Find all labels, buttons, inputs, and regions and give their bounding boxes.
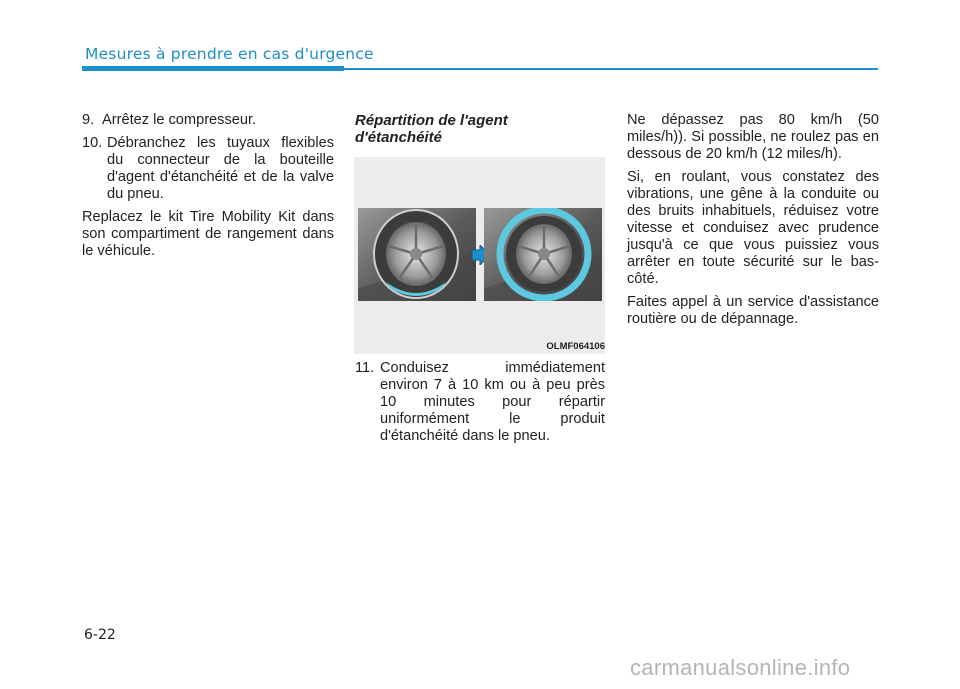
- subsection-title-line1: Répartition de l'agent: [355, 112, 508, 129]
- step-number: 10.: [82, 135, 103, 151]
- tire-before-image: [358, 208, 476, 301]
- tire-after-image: [484, 208, 602, 301]
- step-number: 11.: [355, 360, 375, 376]
- column-right: [627, 112, 879, 328]
- paragraph: Replacez le kit Tire Mobility Kit dans son compartiment de rangement dans le véhicule.: [82, 209, 334, 259]
- figure-code: OLMF064106: [546, 341, 605, 352]
- step-text-rest: du connecteur de la bouteille d'agent d'étanchéité et de la valve du pneu.: [107, 152, 334, 202]
- paragraph-speed: Ne dépassez pas 80 km/h (50 miles/h)). Si possible, ne roulez pas en dessous de 20 km/h (12 miles/h).: [627, 112, 879, 162]
- subsection-title: [355, 112, 605, 146]
- subsection-title-line2: d'étanchéité: [355, 129, 442, 146]
- page-number: 6-22: [84, 627, 116, 643]
- header-rule: [344, 68, 878, 70]
- section-title-bar: [82, 66, 344, 71]
- step-number: 9.: [82, 112, 95, 128]
- step-10: [82, 135, 334, 203]
- step-9: [82, 112, 334, 129]
- step-text-rest: environ 7 à 10 km ou à peu près 10 minutes pour répartir uniformément le produit d'étanchéité dans le pneu.: [380, 377, 605, 444]
- column-left: [82, 112, 334, 260]
- step-text: Arrêtez le compresseur.: [102, 112, 257, 128]
- watermark: carmanualsonline.info: [630, 655, 851, 680]
- step-11: [355, 360, 605, 445]
- section-title: Mesures à prendre en cas d'urgence: [85, 45, 374, 63]
- step-text-line1: Conduisez immédiatement: [380, 360, 605, 376]
- paragraph-assistance: Faites appel à un service d'assistance routière ou de dépannage.: [627, 294, 879, 327]
- tire-sealant-illustration: [354, 157, 605, 354]
- step-text-line1: Débranchez les tuyaux flexibles: [107, 135, 334, 151]
- paragraph-vibrations: Si, en roulant, vous constatez des vibrations, une gêne à la conduite ou des bruits inhabituels, réduisez votre vitesse et conduisez avec prudence jusqu'à ce que vous puissiez vous arrêter en toute sécurité sur le bas-côté.: [627, 169, 879, 287]
